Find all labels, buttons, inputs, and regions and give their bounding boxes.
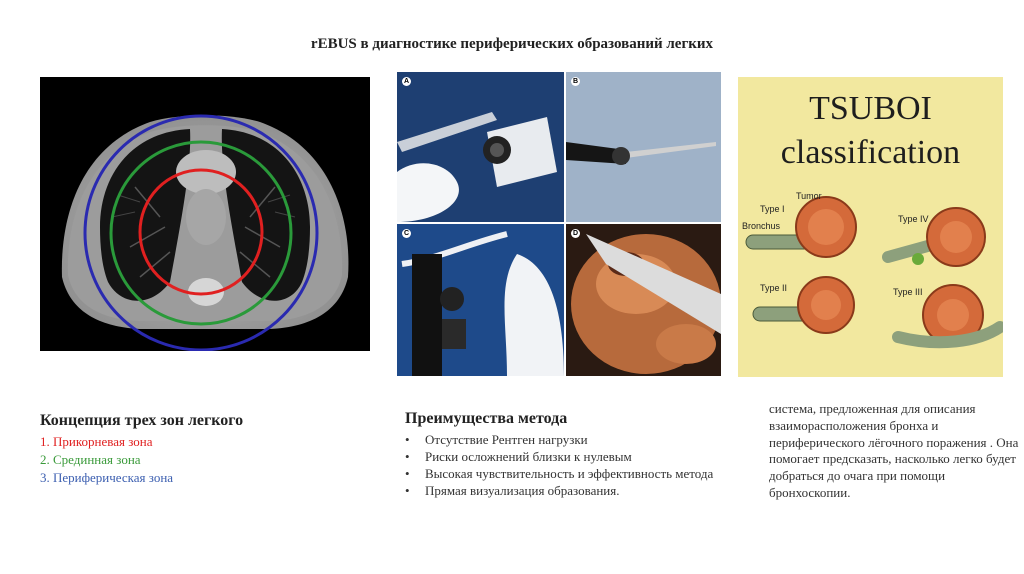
advantages-list <box>405 431 735 499</box>
diagram-label-type-iii: Type III <box>893 287 923 297</box>
zones-heading: Концепция трех зон легкого <box>40 412 244 429</box>
advantages-heading: Преимущества метода <box>405 410 568 427</box>
diagram-label-tumor: Tumor <box>796 191 822 201</box>
panel-b-miniprobe <box>566 72 721 222</box>
advantage-item: • Риски осложнений близки к нулевым <box>405 448 735 465</box>
ct-scan-image <box>40 77 370 351</box>
ultrasound-processor-drawing <box>397 72 564 222</box>
panel-label-b: B <box>572 78 579 85</box>
zone-item-3: 3. Периферическая зона <box>40 470 174 485</box>
tsuboi-classification-figure <box>738 77 1003 377</box>
endoscopic-view-drawing <box>566 224 721 376</box>
miniprobe-drawing <box>566 72 721 222</box>
diagram-label-bronchus: Bronchus <box>742 221 781 231</box>
panel-d-endoscopic-view <box>566 224 721 376</box>
diagram-label-type-i: Type I <box>760 204 785 214</box>
ct-scan-drawing <box>40 77 370 351</box>
tsuboi-diagram <box>738 177 1003 377</box>
panel-a-ultrasound-processor <box>397 72 564 222</box>
panel-label-d: D <box>572 230 579 237</box>
tsuboi-description: система, предложенная для описания взаиморасположения бронха и периферического лёгочного поражения . Она помогает предсказать, насколько легко будет добраться до очага при помощи бронхоскопии. <box>769 401 1019 500</box>
panel-label-c: C <box>403 230 410 237</box>
advantage-item: • Высокая чувствительность и эффективность метода <box>405 465 735 482</box>
tsuboi-heading-line2: classification <box>780 134 961 171</box>
zone-item-2: 2. Срединная зона <box>40 452 141 467</box>
slide-title: rEBUS в диагностике периферических образований легких <box>310 36 714 52</box>
panel-label-a: A <box>403 78 410 85</box>
advantage-item: • Прямая визуализация образования. <box>405 482 735 499</box>
diagram-label-type-ii: Type II <box>760 283 788 293</box>
bronchoscope-drawing <box>397 224 564 376</box>
zone-item-1: 1. Прикорневая зона <box>40 434 153 449</box>
diagram-label-type-iv: Type IV <box>898 214 929 224</box>
panel-c-bronchoscope <box>397 224 564 376</box>
tsuboi-heading-line1: TSUBOI <box>809 90 932 127</box>
advantage-item: • Отсутствие Рентген нагрузки <box>405 431 735 448</box>
